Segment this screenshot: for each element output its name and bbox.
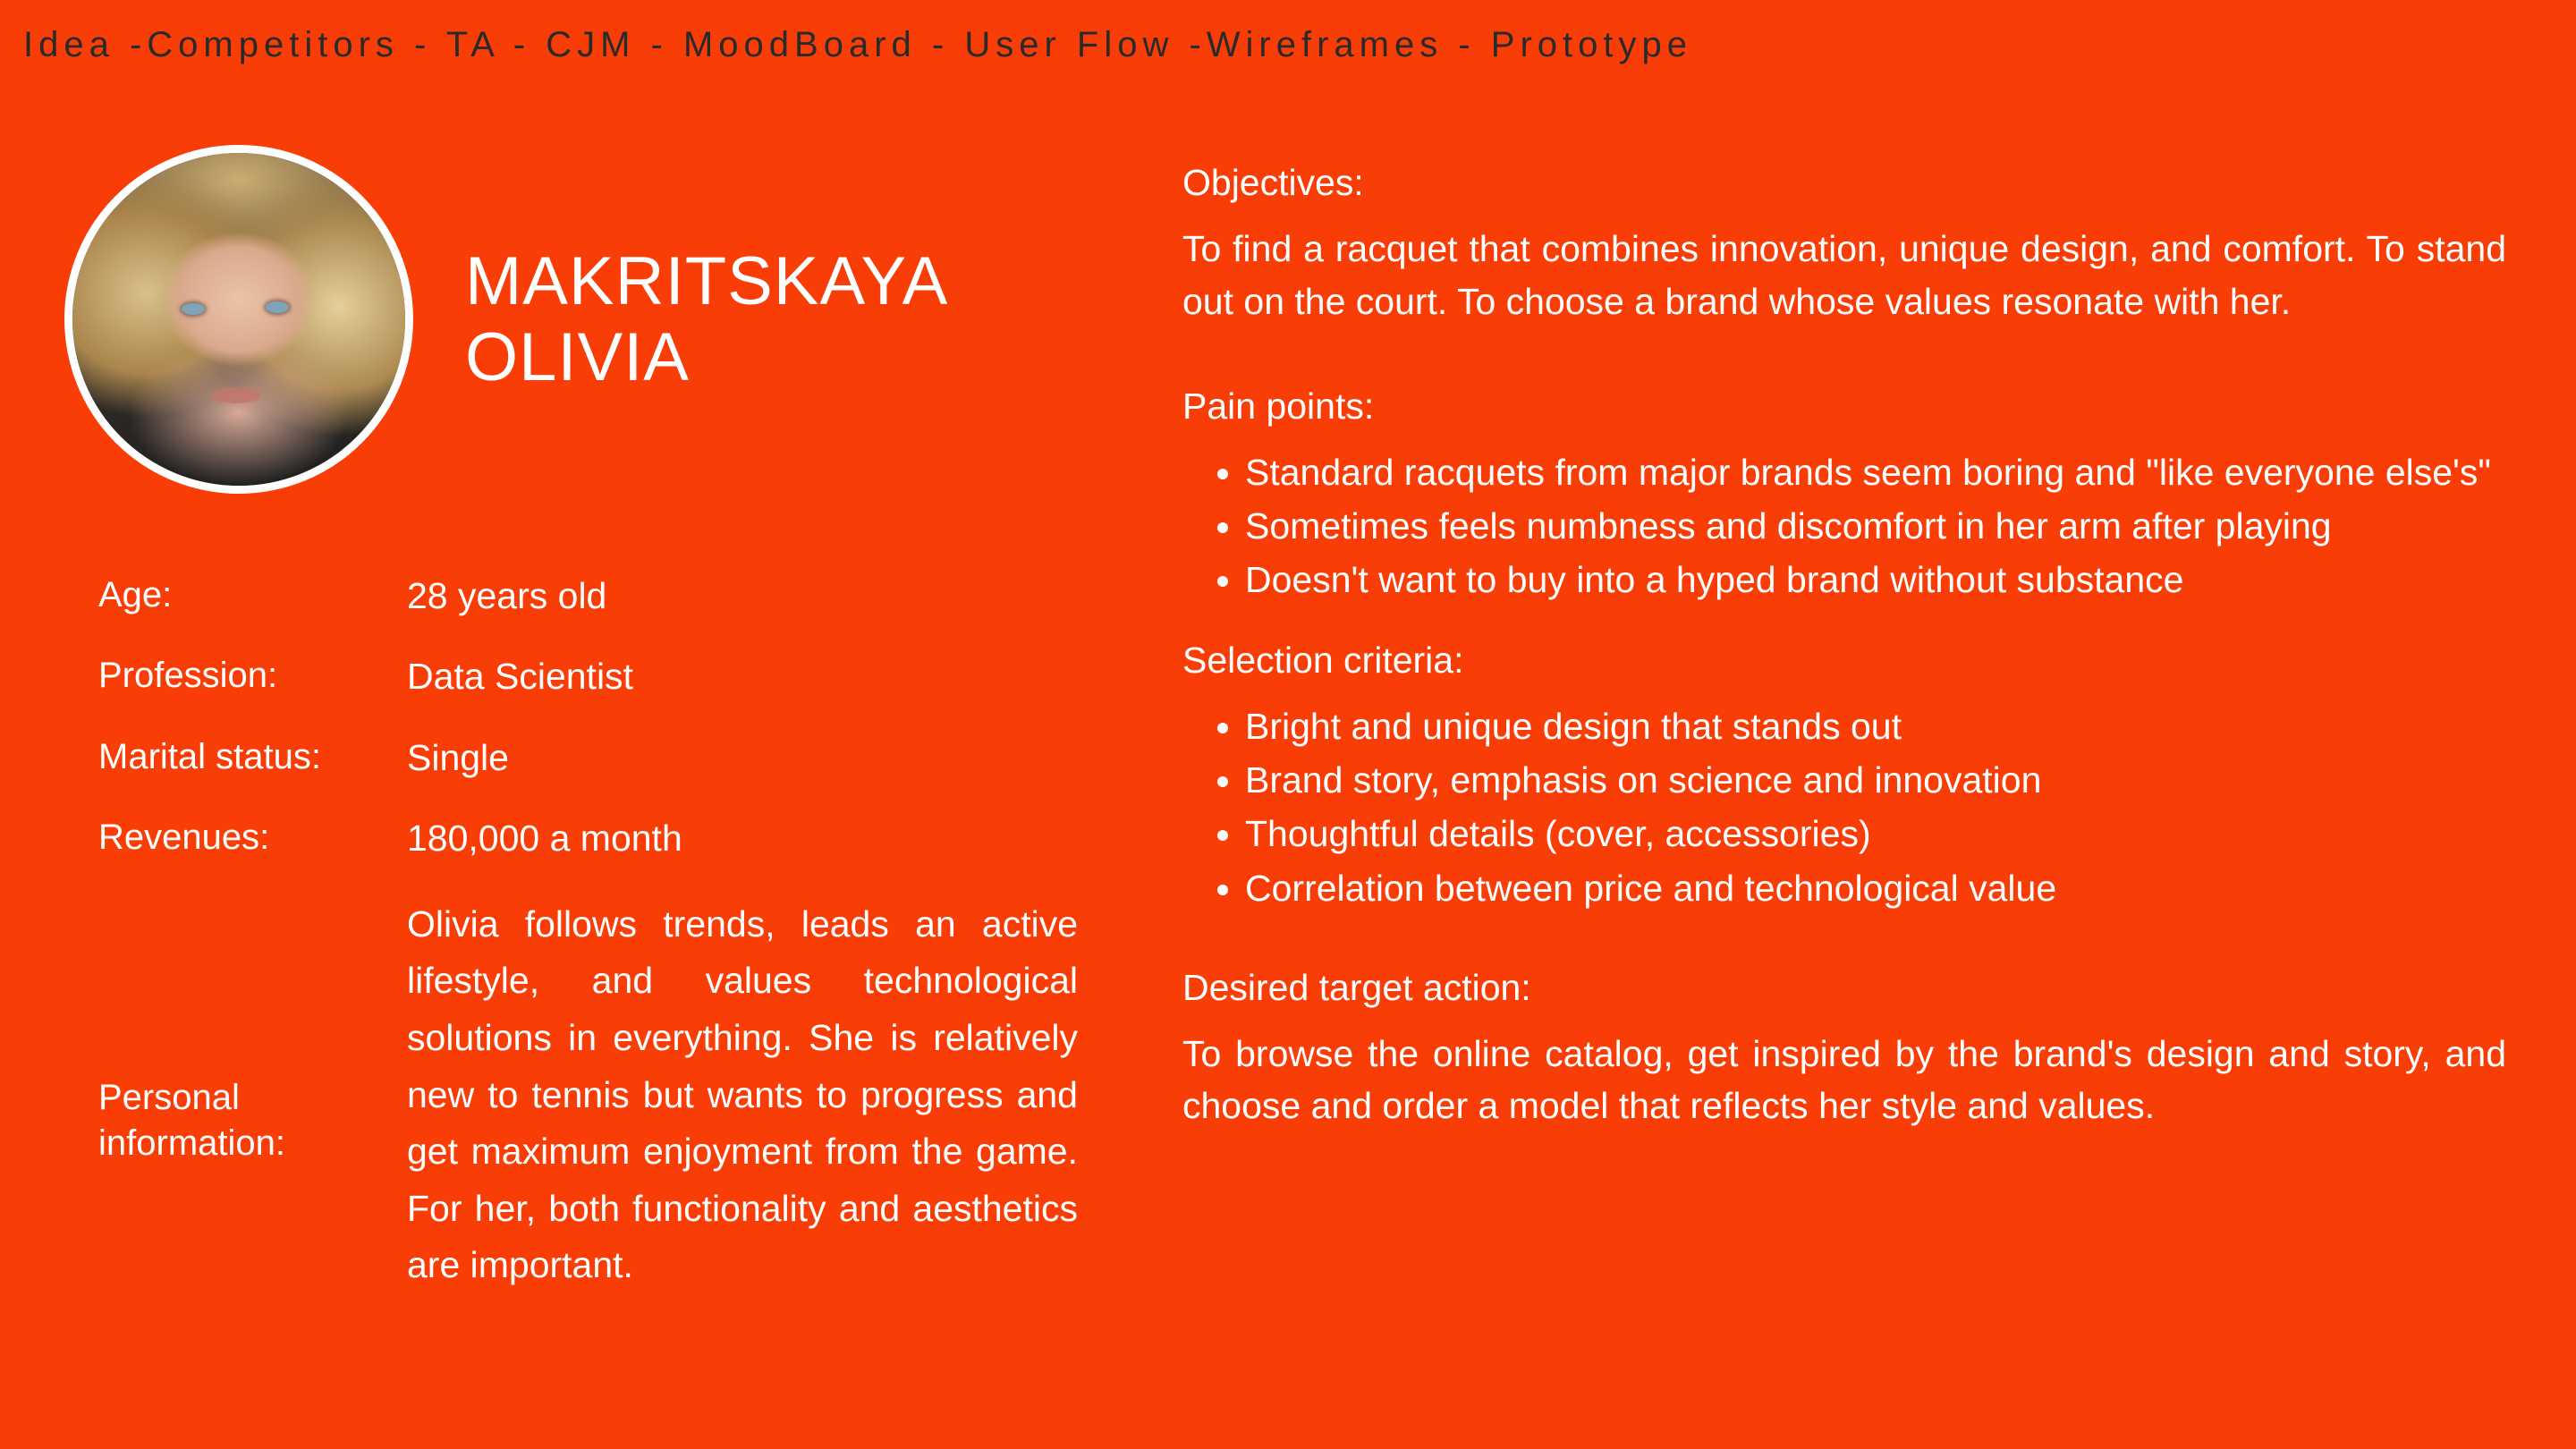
field-value-personal-information: Olivia follows trends, leads an active lifestyle, and values technological solutions in everything. She is relatively new to tennis but wants to progress and get maximum enjoyment from the game. For her, both functionality and aesthetics are important. [407, 902, 1078, 1286]
list-item: • Thoughtful details (cover, accessories) [1245, 808, 2506, 860]
breadcrumb: Idea -Competitors - TA - CJM - MoodBoard - User Flow -Wireframes - Prototype [23, 25, 1692, 64]
field-value-revenues: 180,000 a month [407, 818, 682, 860]
list-item: • Brand story, emphasis on science and innovation [1245, 754, 2506, 806]
field-value-age: 28 years old [407, 575, 607, 616]
list-item: • Doesn't want to buy into a hyped brand without substance [1245, 554, 2506, 606]
spacer [1182, 336, 2506, 383]
field-label-age: Age: [98, 575, 173, 614]
objectives-title: Objectives: [1182, 162, 1364, 203]
selection-criteria-list [1182, 700, 2506, 914]
list-item: • Correlation between price and technological value [1245, 862, 2506, 914]
spacer [1182, 610, 2506, 637]
target-action-title: Desired target action: [1182, 966, 1531, 1008]
persona-identity [64, 145, 1109, 494]
list-item: • Standard racquets from major brands seem boring and "like everyone else's" [1245, 446, 2506, 498]
avatar-eye-left [182, 303, 205, 315]
table-row [98, 896, 1100, 1294]
target-action-text: To browse the online catalog, get inspired by the brand's design and story, and choose and order a model that reflects her style and values. [1182, 1033, 2506, 1127]
field-label-marital-status: Marital status: [98, 736, 321, 776]
avatar-lips [211, 387, 261, 403]
details-panel [1182, 159, 2506, 1141]
page-title: MAKRITSKAYA OLIVIA [465, 242, 945, 395]
table-row [98, 572, 1100, 619]
avatar [64, 145, 413, 494]
persona-panel [0, 125, 1145, 1404]
table-row [98, 734, 1100, 781]
field-label-profession: Profession: [98, 656, 278, 696]
pain-points-list [1182, 446, 2506, 606]
list-item: • Bright and unique design that stands out [1245, 700, 2506, 752]
field-label-personal-information: Personal information: [98, 1077, 285, 1164]
selection-criteria-title: Selection criteria: [1182, 639, 1464, 681]
field-value-profession: Data Scientist [407, 656, 633, 698]
list-item: • Sometimes feels numbness and discomfort in her arm after playing [1245, 500, 2506, 552]
persona-info-table [98, 572, 1100, 1294]
spacer [1182, 918, 2506, 964]
table-row [98, 815, 1100, 861]
avatar-eye-right [266, 301, 289, 313]
objectives-text: To find a racquet that combines innovation, unique design, and comfort. To stand out on the court. To choose a brand whose values resonate with her. [1182, 228, 2506, 322]
avatar-photo [72, 153, 405, 486]
table-row [98, 653, 1100, 699]
field-label-revenues: Revenues: [98, 818, 270, 858]
pain-points-title: Pain points: [1182, 385, 1375, 427]
field-value-marital-status: Single [407, 736, 509, 778]
